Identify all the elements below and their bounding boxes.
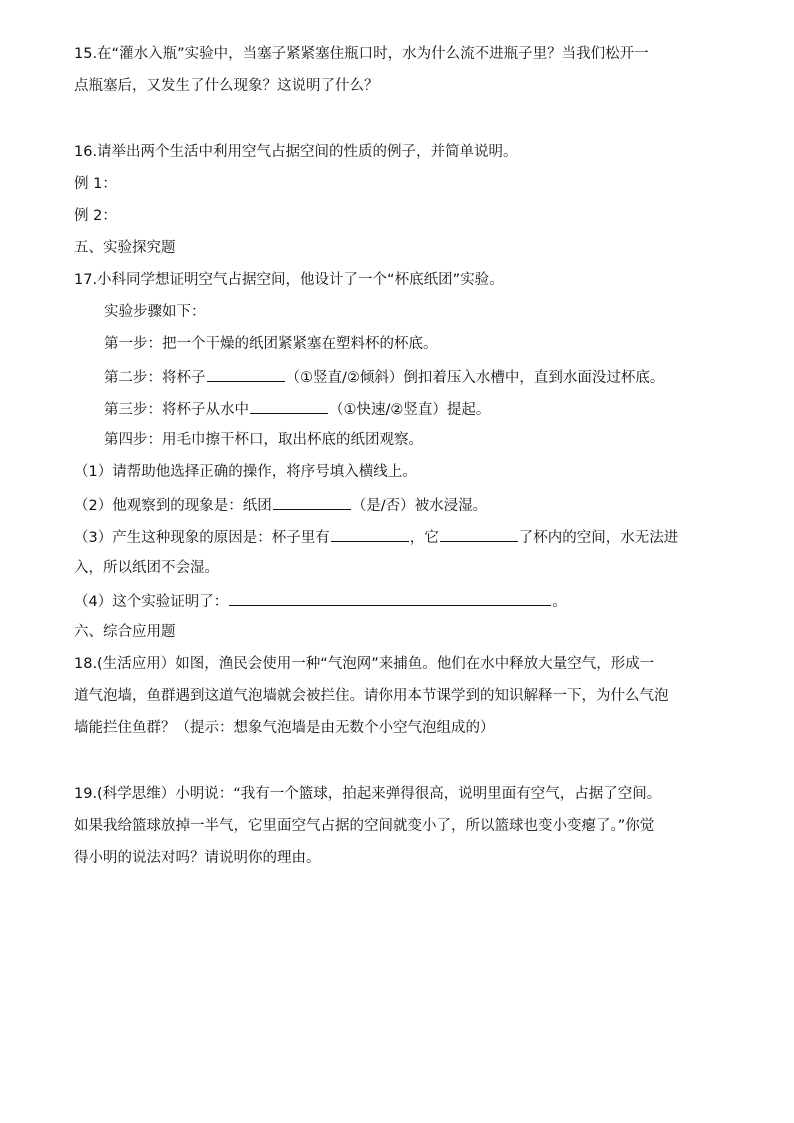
q17-sub3-line2: 入，所以纸团不会湿。 — [74, 560, 219, 576]
q17-step2 — [104, 366, 664, 388]
q17-step2-text-a: 第二步：将杯子 — [104, 370, 206, 386]
q16-example1-label: 例 1： — [74, 176, 117, 192]
q17-intro: 17.小科同学想证明空气占据空间，他设计了一个“杯底纸团”实验。 — [74, 272, 504, 288]
q18-line1: 18.(生活应用）如图，渔民会使用一种“气泡网”来捕鱼。他们在水中释放大量空气，形成一 — [74, 656, 655, 672]
q17-sub4-blank[interactable] — [229, 590, 551, 606]
q17-sub3 — [74, 526, 678, 548]
q17-sub2-text-a: （2）他观察到的现象是：纸团 — [74, 498, 272, 514]
q18-line2: 道气泡墙，鱼群遇到这道气泡墙就会被拦住。请你用本节课学到的知识解释一下，为什么气泡 — [74, 688, 669, 704]
q17-step3-blank[interactable] — [250, 398, 328, 414]
q17-sub3-text-a: （3）产生这种现象的原因是：杯子里有 — [74, 530, 330, 546]
q19-line3: 得小明的说法对吗？请说明你的理由。 — [74, 850, 321, 866]
q17-sub2-blank[interactable] — [273, 494, 351, 510]
q17-step3 — [104, 398, 490, 420]
q17-sub2 — [74, 494, 487, 516]
q15-line1: 15.在“灌水入瓶”实验中，当塞子紧紧塞住瓶口时，水为什么流不进瓶子里？当我们松开一 — [74, 46, 649, 62]
q16-question: 16.请举出两个生活中利用空气占据空间的性质的例子，并简单说明。 — [74, 144, 518, 160]
section-heading-application: 六、综合应用题 — [74, 624, 176, 640]
q17-sub3-text-b: ，它 — [409, 530, 439, 546]
q17-step1: 第一步：把一个干燥的纸团紧紧塞在塑料杯的杯底。 — [104, 336, 438, 352]
q16-example2-label: 例 2： — [74, 208, 117, 224]
q17-step4: 第四步：用毛巾擦干杯口，取出杯底的纸团观察。 — [104, 432, 423, 448]
q17-sub4-text-a: （4）这个实验证明了： — [74, 594, 229, 610]
q19-line1: 19.(科学思维）小明说：“我有一个篮球，拍起来弹得很高，说明里面有空气，占据了空间。 — [74, 786, 662, 802]
q17-sub3-text-c: 了杯内的空间，水无法进 — [518, 530, 679, 546]
q17-sub1: （1）请帮助他选择正确的操作，将序号填入横线上。 — [74, 464, 417, 480]
q19-line2: 如果我给篮球放掉一半气，它里面空气占据的空间就变小了，所以篮球也变小变瘪了。”你觉 — [74, 818, 655, 834]
q17-sub4-text-b: 。 — [552, 594, 567, 610]
section-heading-experiment: 五、实验探究题 — [74, 240, 176, 256]
q17-step3-text-b: （①快速/②竖直）提起。 — [329, 402, 491, 418]
q18-line3: 墙能拦住鱼群？（提示：想象气泡墙是由无数个小空气泡组成的） — [74, 720, 495, 736]
q17-step3-text-a: 第三步：将杯子从水中 — [104, 402, 249, 418]
q17-sub3-blank1[interactable] — [331, 526, 409, 542]
q15-line2: 点瓶塞后，又发生了什么现象？这说明了什么？ — [74, 78, 379, 94]
q17-sub3-blank2[interactable] — [440, 526, 518, 542]
q17-steps-title: 实验步骤如下： — [104, 304, 206, 320]
q17-step2-blank[interactable] — [207, 366, 285, 382]
q17-step2-text-b: （①竖直/②倾斜）倒扣着压入水槽中，直到水面没过杯底。 — [285, 370, 665, 386]
q17-sub2-text-b: （是/否）被水浸湿。 — [351, 498, 488, 514]
q17-sub4 — [74, 590, 567, 612]
